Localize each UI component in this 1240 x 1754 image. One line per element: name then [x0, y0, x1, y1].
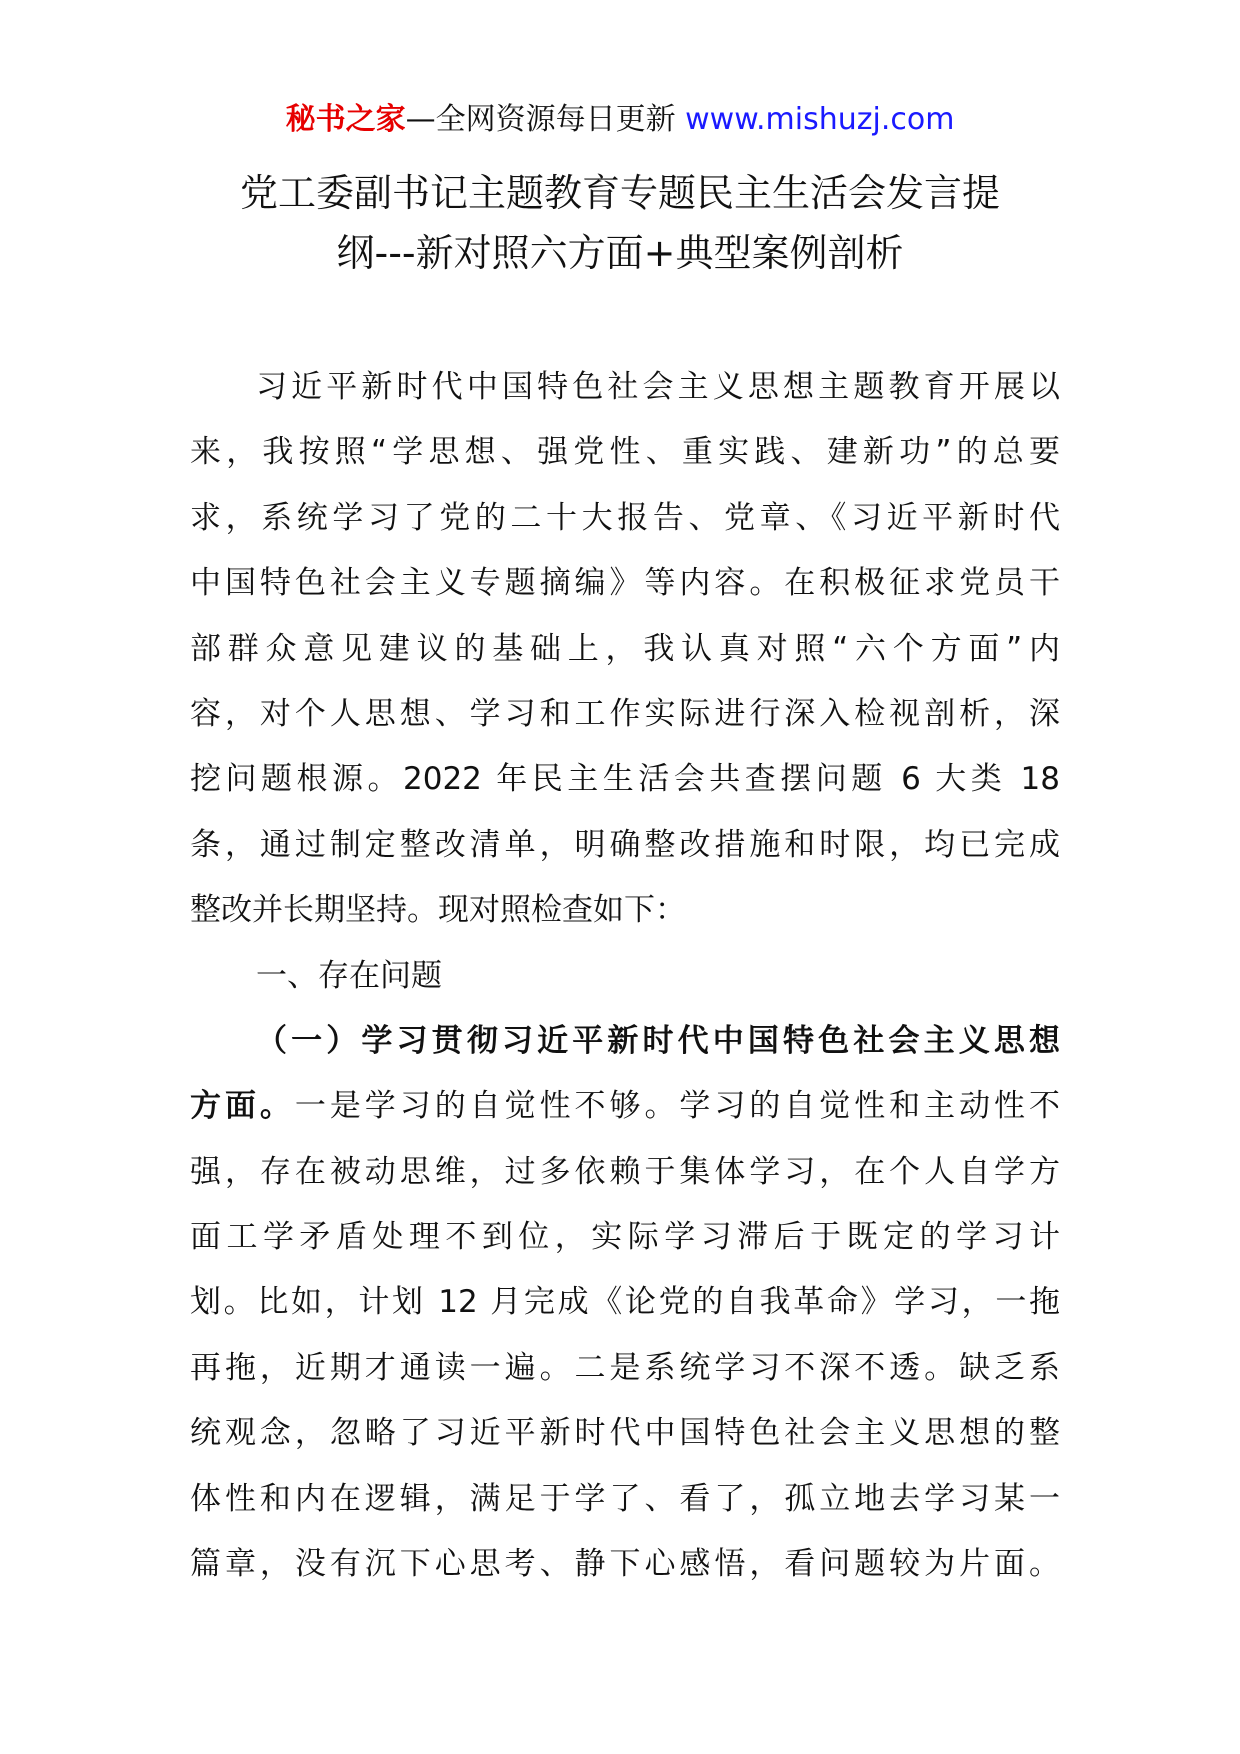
- subsection-text: 一是学习的自觉性不够。学习的自觉性和主动性不: [294, 1088, 1060, 1125]
- paragraph-line: 习近平新时代中国特色社会主义思想主题教育开展以: [256, 369, 1060, 405]
- paragraph-line: 整改并长期坚持。现对照检查如下：: [190, 892, 686, 929]
- paragraph-line: 求，系统学习了党的二十大报告、党章、《习近平新时代: [190, 499, 1060, 536]
- document-body: [190, 355, 1060, 1597]
- section-heading: 一、存在问题: [256, 957, 442, 994]
- paragraph-line: 挖问题根源。2022 年民主生活会共查摆问题 6 大类 18: [190, 761, 1060, 798]
- subsection-heading: （一）学习贯彻习近平新时代中国特色社会主义思想: [256, 1022, 1060, 1059]
- title-line-1: 党工委副书记主题教育专题民主生活会发言提: [239, 171, 1000, 215]
- paragraph-line: 统观念，忽略了习近平新时代中国特色社会主义思想的整: [190, 1415, 1060, 1452]
- paragraph-line: 部群众意见建议的基础上，我认真对照“六个方面”内: [190, 630, 1060, 667]
- paragraph-line: 划。比如，计划 12 月完成《论党的自我革命》学习，一拖: [190, 1284, 1060, 1321]
- paragraph-line: 体性和内在逻辑，满足于学了、看了，孤立地去学习某一: [190, 1480, 1060, 1517]
- subsection-heading-end: 方面。: [190, 1088, 295, 1125]
- paragraph-line: 面工学矛盾处理不到位，实际学习滞后于既定的学习计: [190, 1219, 1060, 1256]
- paragraph-line: 中国特色社会主义专题摘编》等内容。在积极征求党员干: [190, 565, 1060, 602]
- site-url-link[interactable]: www.mishuzj.com: [685, 102, 955, 137]
- paragraph-line: 强，存在被动思维，过多依赖于集体学习，在个人自学方: [190, 1153, 1060, 1190]
- header-tagline: —全网资源每日更新: [405, 102, 676, 137]
- paragraph-line: 再拖，近期才通读一遍。二是系统学习不深不透。缺乏系: [190, 1349, 1060, 1386]
- title-line-2: 纲---新对照六方面+典型案例剖析: [336, 231, 904, 275]
- site-header: [0, 100, 1240, 140]
- document-title: [150, 163, 1090, 283]
- paragraph-line: 容，对个人思想、学习和工作实际进行深入检视剖析，深: [190, 695, 1060, 732]
- brand-name: 秘书之家: [285, 102, 406, 137]
- paragraph-line: [190, 1074, 1060, 1139]
- paragraph-line: 来，我按照“学思想、强党性、重实践、建新功”的总要: [190, 434, 1060, 471]
- paragraph-line: 篇章，没有沉下心思考、静下心感悟，看问题较为片面。: [190, 1546, 1060, 1583]
- paragraph-line: 条，通过制定整改清单，明确整改措施和时限，均已完成: [190, 826, 1060, 863]
